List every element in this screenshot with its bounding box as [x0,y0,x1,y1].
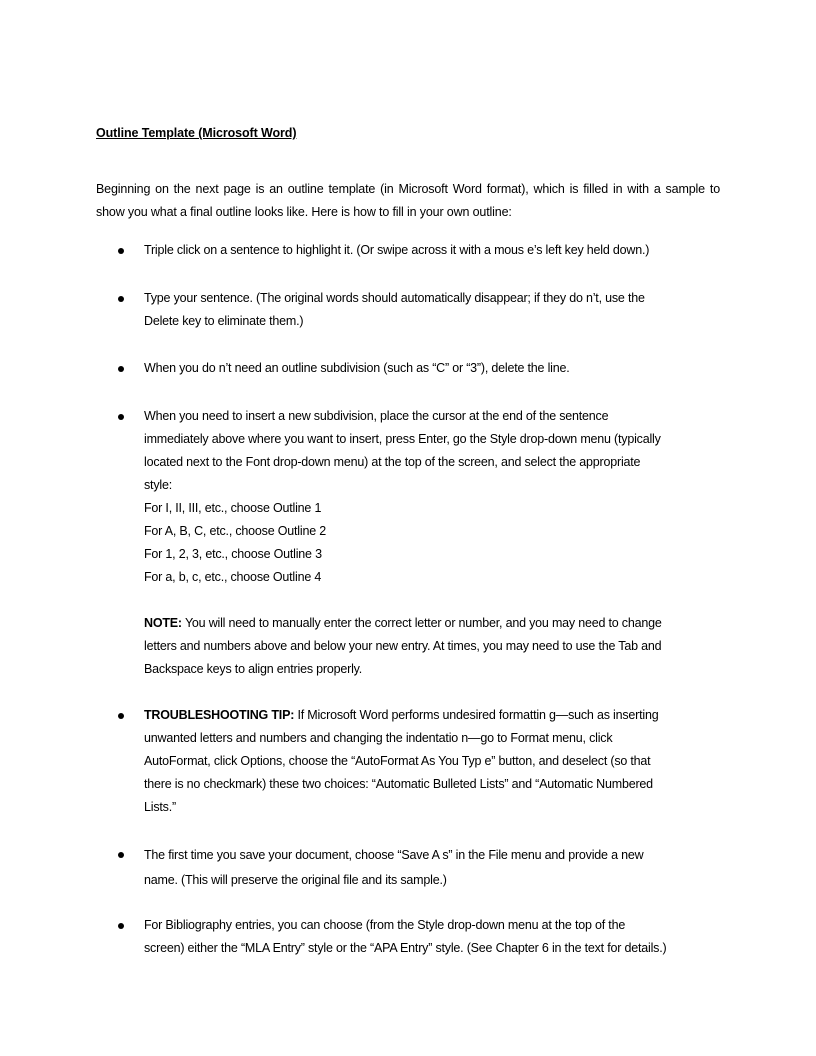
list-item-line: Delete key to eliminate them.) [144,314,304,328]
bullet-icon [118,414,124,420]
list-item-line: Type your sentence. (The original words should automatically disappear; if they do n’t, use the [144,291,645,305]
bullet-icon [118,366,124,372]
list-item-line: located next to the Font drop-down menu) at the top of the screen, and select the appropriate [144,455,641,469]
list-item-line: For a, b, c, etc., choose Outline 4 [144,570,322,584]
troubleshooting-label: TROUBLESHOOTING TIP: [144,708,295,722]
list-item-line: name. (This will preserve the original file and its sample.) [144,873,447,887]
list-item-line: there is no checkmark) these two choices: “Automatic Bulleted Lists” and “Automatic Numbered [144,777,653,791]
bullet-icon [118,296,124,302]
document-title: Outline Template (Microsoft Word) [96,126,297,140]
list-item-line: When you need to insert a new subdivision, place the cursor at the end of the sentence [144,409,609,423]
list-item-line: immediately above where you want to insert, press Enter, go the Style drop-down menu (typically [144,432,661,446]
note-text: letters and numbers above and below your new entry. At times, you may need to use the Tab and [144,639,662,653]
bullet-icon [118,923,124,929]
list-item-line: For 1, 2, 3, etc., choose Outline 3 [144,547,322,561]
list-item-line: For A, B, C, etc., choose Outline 2 [144,524,326,538]
note-text: You will need to manually enter the correct letter or number, and you may need to change [181,616,662,630]
list-item-line: The first time you save your document, choose “Save A s” in the File menu and provide a new [144,848,644,862]
list-item-line: screen) either the “MLA Entry” style or the “APA Entry” style. (See Chapter 6 in the text for details.) [144,941,667,955]
list-item-line: If Microsoft Word performs undesired formattin g—such as inserting [294,708,659,722]
list-item-line: Lists.” [144,800,176,814]
list-item-line: For I, II, III, etc., choose Outline 1 [144,501,322,515]
list-item-line: When you do n’t need an outline subdivision (such as “C” or “3”), delete the line. [144,361,570,375]
list-item-line: unwanted letters and numbers and changing the indentatio n—go to Format menu, click [144,731,613,745]
bullet-icon [118,713,124,719]
list-item-line: For Bibliography entries, you can choose (from the Style drop-down menu at the top of the [144,918,626,932]
bullet-icon [118,852,124,858]
list-item-line: AutoFormat, click Options, choose the “AutoFormat As You Typ e” button, and deselect (so that [144,754,651,768]
list-item-line: style: [144,478,172,492]
bullet-icon [118,248,124,254]
intro-paragraph: Beginning on the next page is an outline template (in Microsoft Word format), which is filled in with a sample to show you what a final outline looks like. Here is how to fill in your own outline: [96,182,720,219]
note-text: Backspace keys to align entries properly. [144,662,363,676]
list-item-line: Triple click on a sentence to highlight it. (Or swipe across it with a mous e’s left key held down.) [144,243,650,257]
note-label: NOTE: [144,616,182,630]
